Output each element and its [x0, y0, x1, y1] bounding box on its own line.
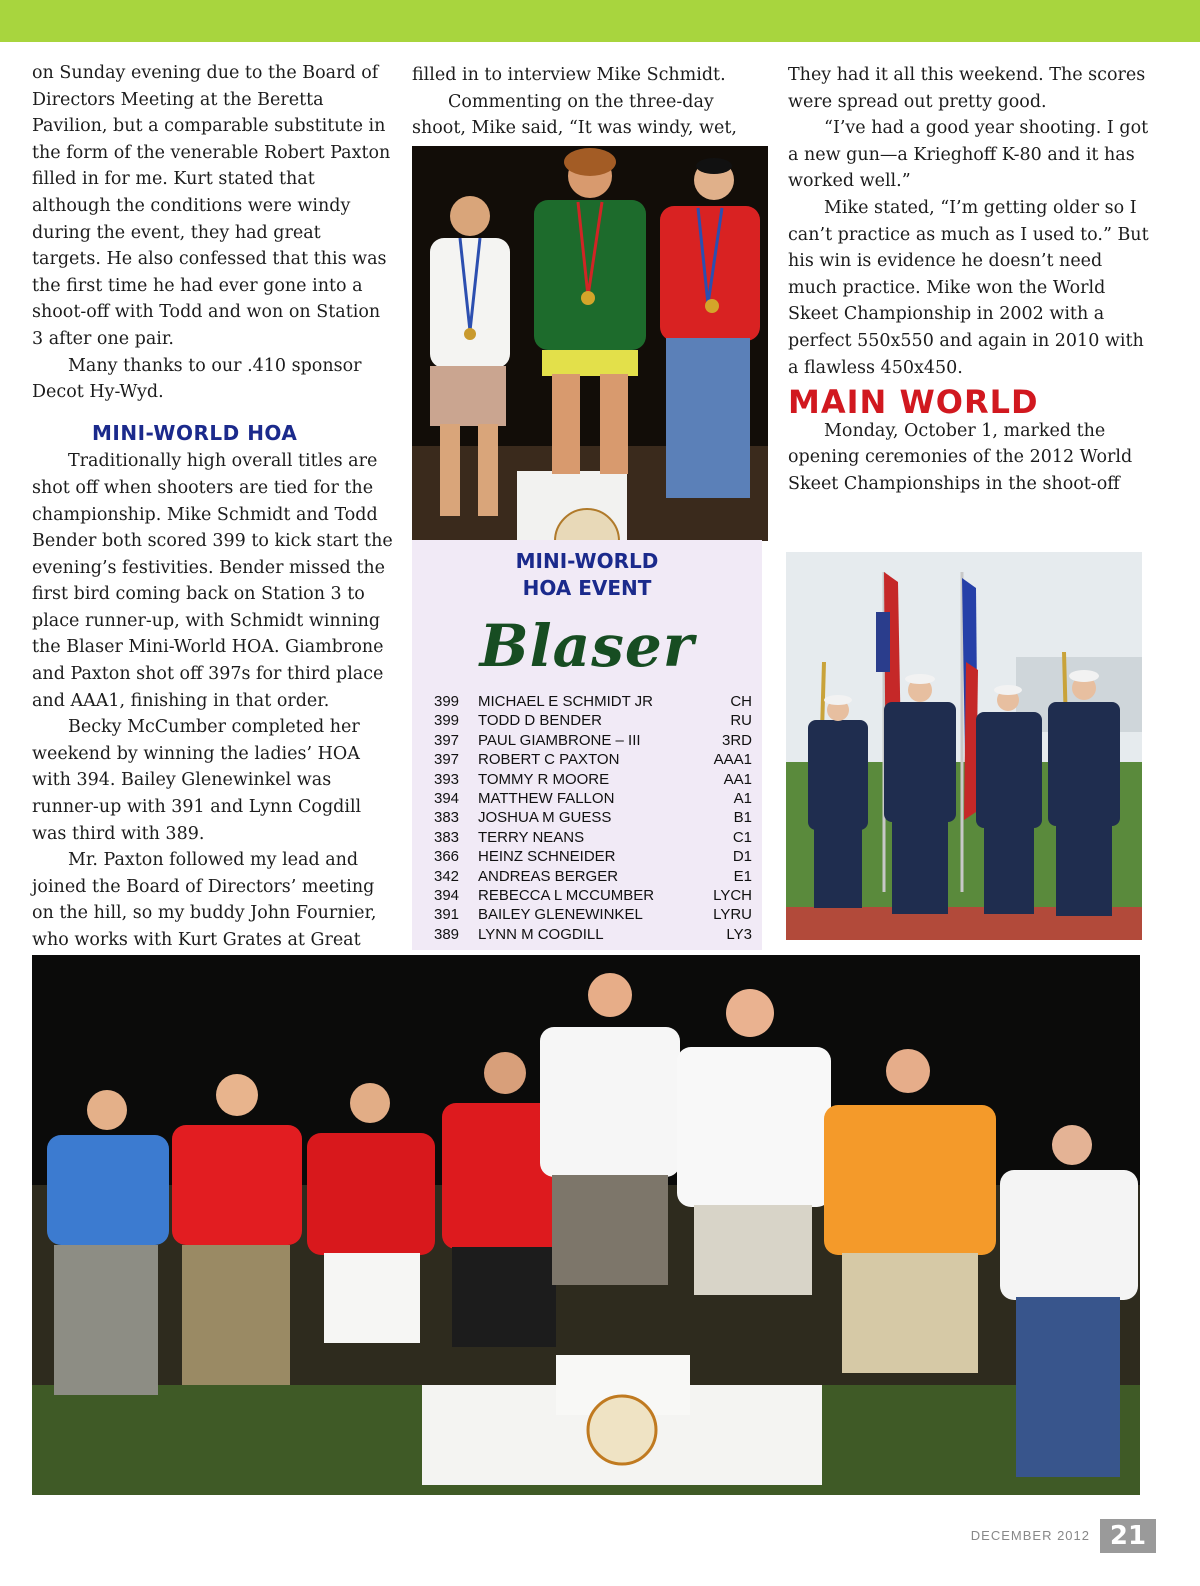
results-row — [434, 750, 752, 769]
results-row — [434, 711, 752, 730]
results-name: TOMMY R MOORE — [478, 770, 610, 788]
results-class: E1 — [733, 867, 752, 885]
results-class: D1 — [732, 848, 752, 866]
results-score: 394 — [434, 790, 460, 808]
results-row — [434, 847, 752, 866]
results-row — [434, 789, 752, 808]
results-row — [434, 770, 752, 789]
results-box — [412, 540, 762, 950]
top-color-bar — [0, 0, 1200, 42]
article-paragraph: They had it all this weekend. The scores were spread out pretty good. — [788, 65, 1146, 112]
results-score: 399 — [434, 693, 460, 710]
results-score: 397 — [434, 731, 460, 749]
article-column-1 — [32, 60, 394, 1007]
results-score: 391 — [434, 906, 460, 924]
results-class: RU — [730, 712, 752, 730]
section-heading-mini-world-hoa: MINI-WORLD HOA — [92, 420, 298, 445]
results-class: A1 — [733, 790, 752, 808]
photo-hoa-winners-group — [32, 955, 1140, 1495]
results-row — [434, 828, 752, 847]
article-paragraph: Becky McCumber completed her weekend by winning the ladies’ HOA with 394. Bailey Glenewinkel was runner-up with 391 and Lynn Cogdill was third with 389. — [32, 717, 362, 844]
article-paragraph: Many thanks to our .410 sponsor Decot Hy-Wyd. — [32, 355, 362, 403]
results-name: MATTHEW FALLON — [478, 790, 615, 808]
photo-ladies-podium — [412, 146, 768, 541]
page-number: 21 — [1100, 1519, 1156, 1553]
results-row — [434, 731, 752, 750]
results-name: LYNN M COGDILL — [478, 925, 604, 943]
article-paragraph: Mr. Paxton followed my lead and joined the Board of Directors’ meeting on the hill, so my buddy John Fournier, who works with Kurt Grates at Great — [32, 850, 377, 950]
results-row — [434, 867, 752, 886]
results-name: MICHAEL E SCHMIDT JR — [478, 693, 654, 710]
results-title-line-2: HOA EVENT — [522, 576, 652, 600]
article-column-3 — [788, 62, 1150, 498]
results-class: LYCH — [713, 887, 752, 905]
results-name: ANDREAS BERGER — [478, 867, 619, 885]
issue-date: DECEMBER 2012 — [970, 1528, 1090, 1543]
results-name: JOSHUA M GUESS — [478, 809, 612, 827]
results-row — [434, 692, 752, 711]
article-paragraph: Commenting on the three-day shoot, Mike said, “It was windy, wet, — [412, 91, 737, 139]
results-score: 399 — [434, 712, 460, 730]
results-row — [434, 808, 752, 827]
results-row — [434, 905, 752, 924]
sponsor-logo-text: Blaser — [479, 612, 695, 680]
results-row — [434, 925, 752, 944]
article-paragraph: “I’ve had a good year shooting. I got a new gun—a Krieghoff K-80 and it has worked well.” — [788, 118, 1149, 192]
results-name: ROBERT C PAXTON — [478, 751, 620, 769]
results-class: B1 — [733, 809, 752, 827]
results-score: 366 — [434, 848, 460, 866]
results-class: CH — [730, 693, 752, 710]
results-row — [434, 886, 752, 905]
results-class: 3RD — [721, 731, 752, 749]
results-class: LY3 — [726, 925, 752, 943]
photo-color-guard — [786, 552, 1142, 940]
results-score: 342 — [434, 867, 460, 885]
article-paragraph: filled in to interview Mike Schmidt. — [412, 65, 726, 85]
results-name: TODD D BENDER — [478, 712, 602, 730]
results-score: 393 — [434, 770, 460, 788]
results-name: REBECCA L MCCUMBER — [478, 887, 655, 905]
results-class: LYRU — [713, 906, 752, 924]
results-score: 383 — [434, 809, 460, 827]
article-paragraph: Traditionally high overall titles are shot off when shooters are tied for the championship. Mike Schmidt and Todd Bender both scored 399 to kick start the evening’s festivities. Bender missed the first bird coming back on Station 3 to place runner-up, with Schmidt winning the Blaser Mini-World HOA. Giambrone and Paxton shot off 397s for third place and AAA1, finishing in that order. — [32, 451, 393, 711]
results-score: 383 — [434, 828, 460, 846]
article-paragraph: Mike stated, “I’m getting older so I can’t practice as much as I used to.” But his win is evidence he doesn’t need much practice. Mike won the World Skeet Championship in 2002 with a perfect 550x550 and again in 2010 with a flawless 450x450. — [788, 197, 1149, 378]
results-class: C1 — [732, 828, 752, 846]
article-paragraph: Monday, October 1, marked the opening ceremonies of the 2012 World Skeet Championships in the shoot-off — [788, 420, 1133, 494]
results-title-line-1: MINI-WORLD — [515, 549, 659, 573]
results-score: 397 — [434, 751, 460, 769]
results-name: PAUL GIAMBRONE – III — [478, 731, 641, 749]
results-name: HEINZ SCHNEIDER — [478, 848, 616, 866]
results-table — [434, 692, 752, 944]
results-name: TERRY NEANS — [478, 828, 585, 846]
article-paragraph: on Sunday evening due to the Board of Directors Meeting at the Beretta Pavilion, but a comparable substitute in the form of the venerable Robert Paxton filled in for me. Kurt stated that although the conditions were windy during the event, they had great targets. He also confessed that this was the first time he had ever gone into a shoot-off with Todd and won on Station 3 after one pair. — [32, 63, 391, 349]
results-class: AAA1 — [713, 751, 752, 769]
results-name: BAILEY GLENEWINKEL — [478, 906, 643, 924]
results-class: AA1 — [723, 770, 752, 788]
results-score: 394 — [434, 887, 460, 905]
section-heading-main-world: MAIN WORLD — [788, 383, 1039, 422]
results-title — [412, 548, 762, 602]
results-score: 389 — [434, 925, 460, 943]
